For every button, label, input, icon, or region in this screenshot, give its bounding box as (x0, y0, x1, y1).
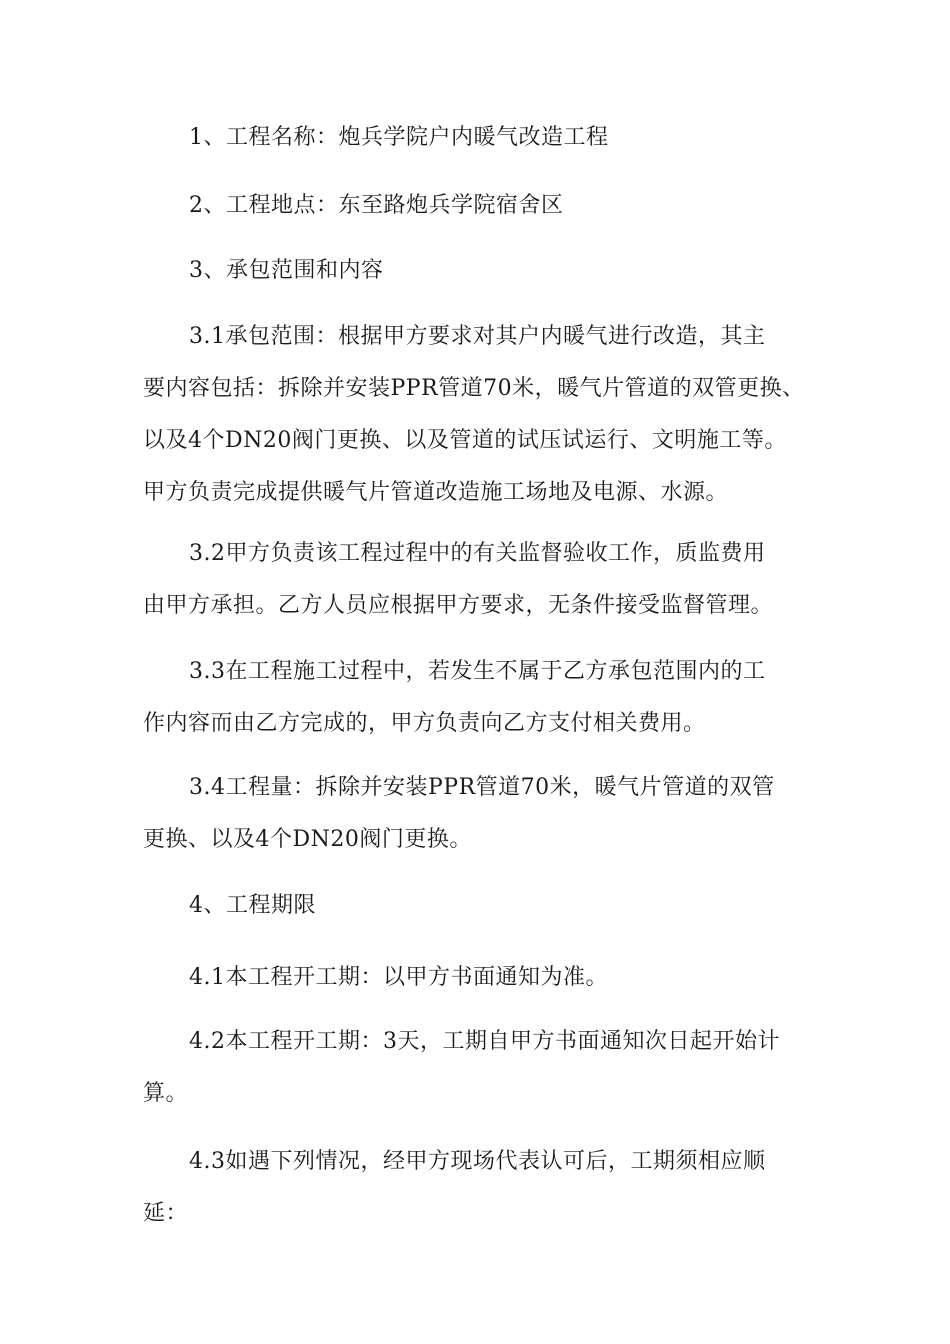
text-line: 甲方负责完成提供暖气片管道改造施工场地及电源、水源。 (143, 480, 729, 505)
paragraph-3-1 (143, 311, 823, 519)
text-line: 要内容包括：拆除并安装PPR管道70米，暖气片管道的双管更换、 (143, 376, 805, 401)
text-line: 延： (143, 1201, 189, 1226)
text-line: 作内容而由乙方完成的，甲方负责向乙方支付相关费用。 (143, 711, 706, 736)
paragraph-4-1 (143, 952, 823, 1004)
text-line: 3、承包范围和内容 (189, 258, 384, 283)
text-line: 4、工程期限 (189, 893, 316, 918)
paragraph-3-4 (143, 762, 823, 866)
text-line: 4.3如遇下列情况，经甲方现场代表认可后，工期须相应顺 (189, 1149, 766, 1174)
text-line: 算。 (143, 1081, 189, 1106)
paragraph-duration-heading (143, 880, 823, 932)
text-line: 3.2甲方负责该工程过程中的有关监督验收工作，质监费用 (189, 541, 766, 566)
paragraph-project-location (143, 180, 823, 232)
text-line: 3.3在工程施工过程中，若发生不属于乙方承包范围内的工 (189, 659, 766, 684)
text-line: 以及4个DN20阀门更换、以及管道的试压试运行、文明施工等。 (143, 428, 787, 453)
paragraph-project-name (143, 112, 823, 164)
paragraph-4-3 (143, 1136, 823, 1240)
paragraph-scope-heading (143, 245, 823, 297)
text-line: 3.1承包范围：根据甲方要求对其户内暖气进行改造，其主 (189, 324, 766, 349)
text-line: 由甲方承担。乙方人员应根据甲方要求，无条件接受监督管理。 (143, 593, 774, 618)
text-line: 4.2本工程开工期：3天，工期自甲方书面通知次日起开始计 (189, 1029, 780, 1054)
text-line: 1、工程名称：炮兵学院户内暖气改造工程 (189, 125, 609, 150)
paragraph-3-3 (143, 646, 823, 750)
text-line: 更换、以及4个DN20阀门更换。 (143, 827, 472, 852)
text-line: 4.1本工程开工期：以甲方书面通知为准。 (189, 965, 608, 990)
text-line: 2、工程地点：东至路炮兵学院宿舍区 (189, 193, 564, 218)
paragraph-3-2 (143, 528, 823, 632)
text-line: 3.4工程量：拆除并安装PPR管道70米，暖气片管道的双管 (189, 775, 775, 800)
paragraph-4-2 (143, 1016, 823, 1120)
